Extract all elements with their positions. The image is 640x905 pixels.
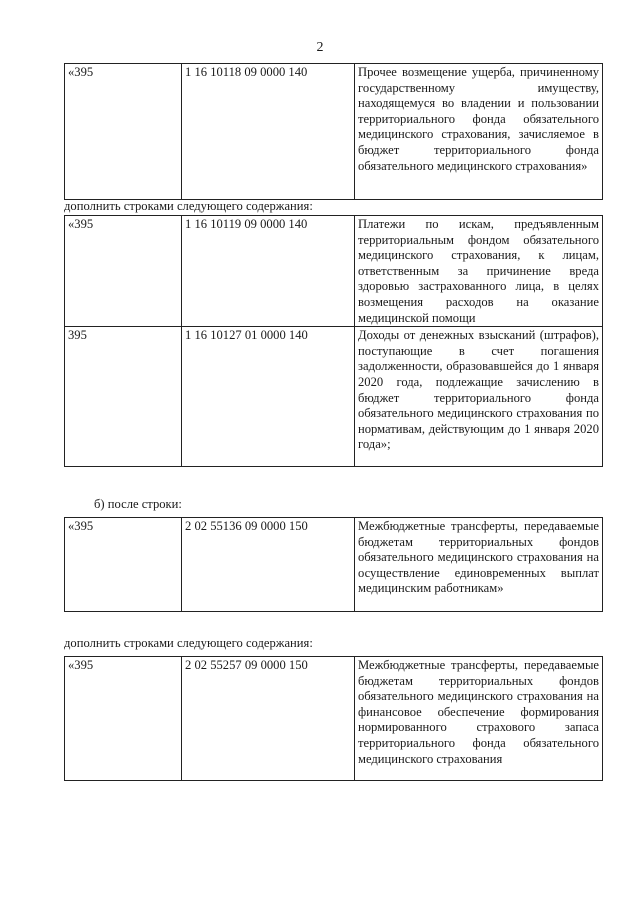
- revenue-codes-table-1: [64, 63, 603, 200]
- kbk-code-cell: 1 16 10119 09 0000 140: [182, 216, 355, 327]
- amendment-note-3: дополнить строками следующего содержания:: [64, 636, 313, 650]
- admin-code-cell: «395: [65, 64, 182, 200]
- table-row: [65, 64, 603, 200]
- page-number: 2: [316, 40, 324, 55]
- admin-code-cell: «395: [65, 216, 182, 327]
- revenue-codes-table-3: [64, 517, 603, 612]
- admin-code-cell: «395: [65, 518, 182, 612]
- admin-code-cell: 395: [65, 327, 182, 467]
- table-row: [65, 657, 603, 781]
- description-cell: Межбюджетные трансферты, передаваемые бюджетам территориальных фондов обязательного медицинского страхования на финансовое обеспечение формирования нормированного страхового запаса территориального фонда обязательного медицинского страхования: [355, 657, 603, 781]
- kbk-code-cell: 2 02 55257 09 0000 150: [182, 657, 355, 781]
- description-cell: Прочее возмещение ущерба, причиненному государственному имуществу, находящемуся во владении и пользовании территориального фонда обязательного медицинского страхования, зачисляемое в бюджет территориального фонда обязательного медицинского страхования»: [355, 64, 603, 200]
- description-cell: Межбюджетные трансферты, передаваемые бюджетам территориальных фондов обязательного медицинского страхования на осуществление единовременных выплат медицинским работникам»: [355, 518, 603, 612]
- amendment-note-1: дополнить строками следующего содержания:: [64, 199, 313, 213]
- table-row: [65, 327, 603, 467]
- revenue-codes-table-4: [64, 656, 603, 781]
- amendment-note-2: б) после строки:: [94, 497, 182, 511]
- revenue-codes-table-2: [64, 215, 603, 467]
- kbk-code-cell: 1 16 10127 01 0000 140: [182, 327, 355, 467]
- table-row: [65, 216, 603, 327]
- description-cell: Платежи по искам, предъявленным территориальным фондом обязательного медицинского страхования, к лицам, ответственным за причинение вреда здоровью застрахованного лица, в целях возмещения расходов на оказание медицинской помощи: [355, 216, 603, 327]
- kbk-code-cell: 2 02 55136 09 0000 150: [182, 518, 355, 612]
- description-cell: Доходы от денежных взысканий (штрафов), поступающие в счет погашения задолженности, образовавшейся до 1 января 2020 года, подлежащие зачислению в бюджет территориального фонда обязательного медицинского страхования по нормативам, действующим до 1 января 2020 года»;: [355, 327, 603, 467]
- admin-code-cell: «395: [65, 657, 182, 781]
- kbk-code-cell: 1 16 10118 09 0000 140: [182, 64, 355, 200]
- table-row: [65, 518, 603, 612]
